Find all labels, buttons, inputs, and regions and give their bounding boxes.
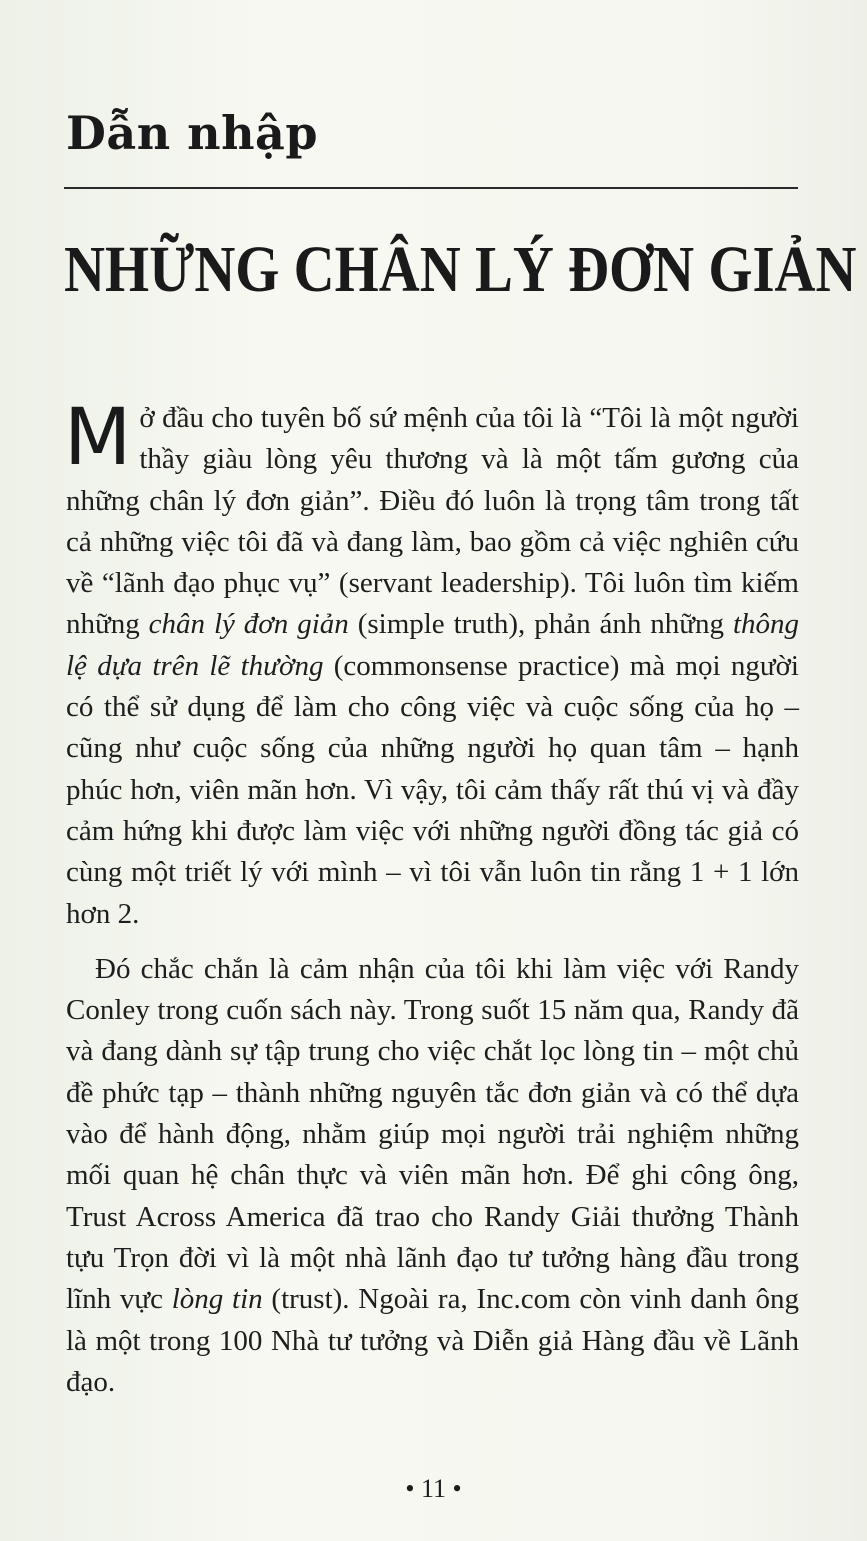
paragraph-1-italic-1: chân lý đơn giản xyxy=(148,608,349,641)
section-label: Dẫn nhập xyxy=(66,106,319,160)
paragraph-2-text-end: (trust). Ngoài ra, Inc.com còn vinh danh ông là một trong 100 Nhà tư tưởng và Diễn giả Hàng đầu về Lãnh đạo. xyxy=(66,1283,799,1398)
chapter-title: NHỮNG CHÂN LÝ ĐƠN GIẢN xyxy=(64,233,857,306)
paragraph-1-text-mid: (simple truth), phản ánh những xyxy=(348,608,733,641)
paragraph-1-text-end: (commonsense practice) mà mọi người có thể sử dụng để làm cho công việc và cuộc sống của họ – cũng như cuộc sống của những người họ quan tâm – hạnh phúc hơn, viên mãn hơn. Vì vậy, tôi cảm thấy rất thú vị và đầy cảm hứng khi được làm việc với những người đồng tác giả có cùng một triết lý với mình – vì tôi vẫn luôn tin rằng 1 + 1 lớn hơn 2. xyxy=(66,649,799,930)
page-number: • 11 • xyxy=(405,1474,462,1503)
paragraph-2 xyxy=(66,949,799,1403)
body-text xyxy=(64,393,799,1403)
drop-cap: M xyxy=(64,393,132,483)
title-divider xyxy=(64,187,798,189)
paragraph-1-italic-2: thông lệ dựa trên lẽ thường xyxy=(66,608,799,682)
paragraph-2-text-start: Đó chắc chắn là cảm nhận của tôi khi làm việc với Randy Conley trong cuốn sách này. Trong suốt 15 năm qua, Randy đã và đang dành sự tập trung cho việc chắt lọc lòng tin – một chủ đề phức tạp – thành những nguyên tắc đơn giản và có thể dựa vào để hành động, nhằm giúp mọi người trải nghiệm những mối quan hệ chân thực và viên mãn hơn. Để ghi công ông, Trust Across America đã trao cho Randy Giải thưởng Thành tựu Trọn đời vì là một nhà lãnh đạo tư tưởng hàng đầu trong lĩnh vực xyxy=(66,952,799,1316)
paragraph-1-text-start: ở đầu cho tuyên bố sứ mệnh của tôi là “Tôi là một người thầy giàu lòng yêu thương và là một tấm gương của những chân lý đơn giản”. Điều đó luôn là trọng tâm trong tất cả những việc tôi đã và đang làm, bao gồm cả việc nghiên cứu về “lãnh đạo phục vụ” (servant leadership). Tôi luôn tìm kiếm những xyxy=(66,402,799,641)
paragraph-2-italic-1: lòng tin xyxy=(171,1283,263,1316)
paragraph-1 xyxy=(64,393,799,935)
